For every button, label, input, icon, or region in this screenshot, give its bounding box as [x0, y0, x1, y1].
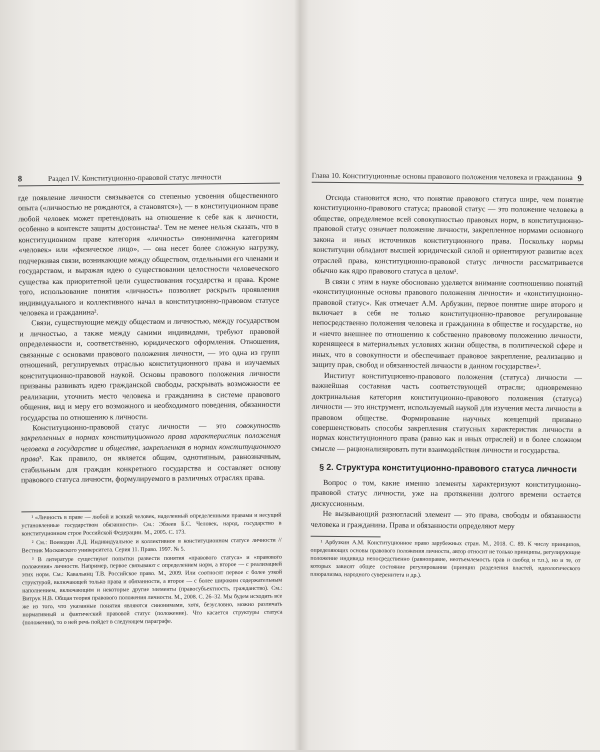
- right-paragraph-5: Не вызывающий разногласий элемент — это права, свободы и обязанности человека и гражданина. Права и обязанности определяют меру: [310, 509, 581, 531]
- footnote-rule: [311, 536, 381, 538]
- right-page-number: 9: [577, 173, 582, 184]
- right-paragraph-1: Отсюда становится ясно, что понятие правового статуса шире, чем понятие конституционно-правового статуса; правовой статус — это положение человека в обществе, определяемое всей совокупностью правовых норм, в конституционно-правовой статус означает положение личности, закрепленное нормами основного закона и иных источников конституционного права. Поскольку нормы конституции обладают высшей юридической силой и ориентируют развитие всех отраслей права, конституционно-правовой статус личности рассматривается обычно как ядро правового статуса в целом¹.: [312, 192, 584, 277]
- left-footnote-2: ² См.: Воеводин Л.Д. Индивидуальное и коллективное в конституционном статусе личности // Вестник Московского университета. Серия 11. Право. 1997. № 5.: [21, 537, 282, 554]
- right-paragraph-4: Вопрос о том, какие именно элементы характеризуют конституционно-правовой статус личности, уже на протяжении долгого времени остается дискуссионным.: [310, 477, 582, 508]
- right-footnotes: [310, 536, 580, 582]
- left-paragraph-1: где появление личности связывается со степенью усвоения общественного опыта («личностью не рождаются, а становятся»), — в конституционном праве любой человек может претендовать на отношение к себе как к личности, особенно в контексте защиты достоинства¹. Тем не менее нельзя сказать, что в конституционном праве категория «личность» синонимична категориям «человек» или «физическое лицо», — она несет более сложную нагрузку, подчеркивая связи, возникающие между обществом, отдельными его членами и государством, и выражая идею о существовании целостности человеческого существа как приоритетной цели существования государства и права. Кроме того, использование понятия «личность» позволяет раскрыть проявления индивидуального и коллективного начал в конституционно-правовом статусе человека и гражданина².: [18, 190, 280, 318]
- right-paragraph-2: В связи с этим в науке обосновано уделяется внимание соотношению понятий «конституционные основы правового положения личности» и «конституционно-правовой статус». Как отмечает А.М. Арбузкин, первое понятие шире второго и включает в себя не только конституционно-правовое регулирование непосредственно положения человека и гражданина в обществе и государстве, но и «нечто внешнее по отношению к собственно правовому положению личности, коренящееся в материальных условиях жизни общества, в политической сфере и иных, что в совокупности и обеспечивает правовое закрепление, реализацию и защиту прав, свобод и обязанностей личности в данном государстве»².: [312, 276, 583, 372]
- left-paragraph-2: Связи, существующие между обществом и личностью, между государством и личностью, а также между самими индивидами, требуют правовой определенности и, соответственно, юридического оформления. Отношения, связанные с основами правового положения личности, — это одна из групп отношений, регулируемых отраслью конституционного права и изучаемых конституционно-правовой наукой. Основы правового положения личности призваны развивать идею гражданской свободы, раскрывать возможности ее реализации, уточнить место человека и гражданина в системе правового общения, вид и меру его возможного и необходимого поведения, обязанности государства по отношению к личности.: [19, 316, 281, 422]
- right-running-head-title: Глава 10. Конституционные основы правового положения человека и гражданина: [311, 170, 573, 183]
- left-body-text: [18, 191, 281, 486]
- right-page: [297, 0, 600, 751]
- left-paragraph-3-italic: совокупность закрепленных в нормах конституционного права характеристик положения человека в государстве и обществе, закрепленная в нормах конституционного права: [20, 420, 281, 464]
- left-paragraph-3-end: ³. Как правило, он является общим, однотипным, равнозначным, стабильным для граждан конкретного государства и составляет основу правового статуса личности, формулируемого в различных отраслях права.: [20, 451, 281, 485]
- right-footnote-1: ¹ Арбузкин А.М. Конституционное право зарубежных стран. М., 2018. С. 89. К числу принципов, определяющих основы правового положения личности, автор относит не только принципы, регулирующие положение индивида непосредственно (равноправие, неотъемлемость прав и свобод и т.п.), но и те, от которых зависят общее состояние регулирования (принцип разделения властей, идеологического плюрализма, народного суверенитета и др.).: [310, 539, 581, 579]
- right-body-text: [310, 193, 583, 583]
- left-footnote-3: ³ В литературе существуют попытки развести понятия «правового статуса» и «правового положения» личности. Например, первое связывают с определением норм, а второе — с реализацией этих норм. См.: Кавальянц Т.В. Российское право. М., 2009. Или соотносят первое с более узкой структурой, включающей только права и обязанности, а второе — с более широким содержательным наполнением, включающим и некоторые другие элементы (правосубъектность, гражданство). См.: Витрук Н.В. Общая теория правового положения личности. М., 2008. С. 26–32. Мы будем исходить все же из того, что указанные понятия являются синонимами, хотя, безусловно, можно различать нормативный и фактический правовой статус (положение). Что касается структуры статуса (положения), то о ней речь пойдет в следующем параграфе.: [21, 554, 283, 627]
- left-paragraph-3-start: Конституционно-правовой статус личности — это: [32, 421, 236, 433]
- section-heading: § 2. Структура конституционно-правового статуса личности: [319, 462, 577, 475]
- right-running-head: [312, 171, 584, 185]
- left-running-head-title: Раздел IV. Конституционно-правовой статус личности: [47, 172, 222, 184]
- left-footnotes: [21, 509, 282, 629]
- left-page-number: 8: [17, 173, 23, 184]
- left-paragraph-3: [20, 421, 281, 486]
- footnote-rule: [21, 511, 91, 513]
- left-footnote-1: ¹ «Личность в праве — любой и всякий человек, наделенный определенными правами и несущий установленные государством обязанности». См.: Эбзеев Б.С. Человек, народ, государство в конституционном строе Российской Федерации. М., 2005. С. 173.: [21, 512, 282, 538]
- left-running-head: [18, 171, 280, 187]
- right-paragraph-3: Институт конституционно-правового положения (статуса) личности — важнейшая составная часть соответствующей отрасли; одновременно доктринальная категория конституционно-правового положения (статуса) личности — это инструмент, используемый наукой для изучения места личности в правовом обществе. Формирование научных концепций призвано совершенствовать способы закрепления статусных характеристик личности в нормах конституционного права (равно как и иных отраслей) и в более сложном смысле — рационализировать пути взаимодействия личности и государства.: [311, 370, 583, 455]
